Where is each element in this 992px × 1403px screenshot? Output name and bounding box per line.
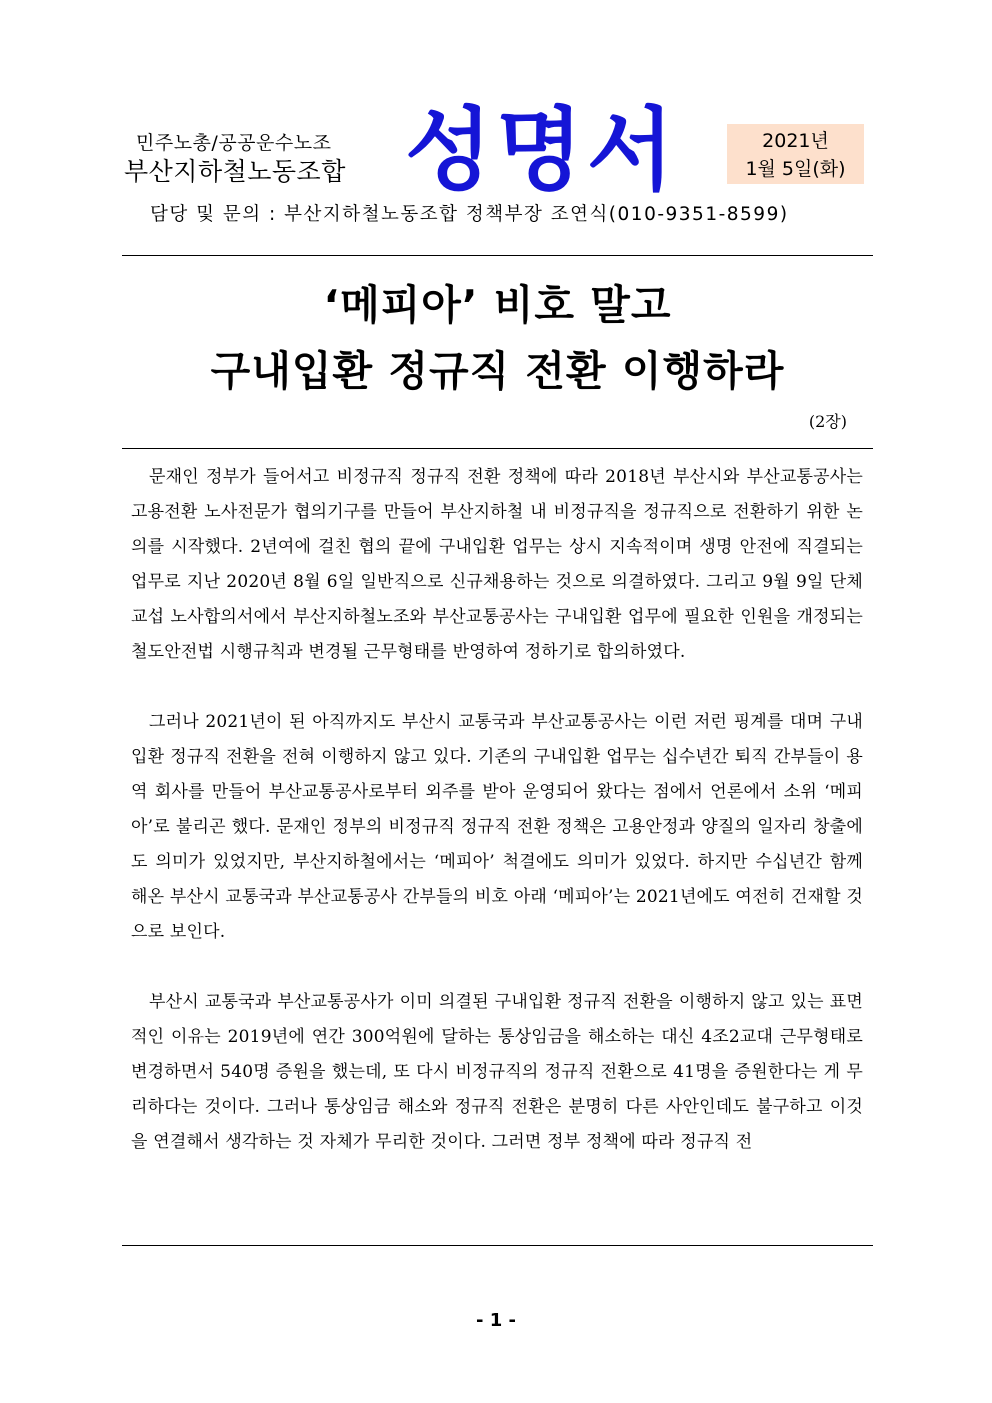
body-paragraph: 부산시 교통국과 부산교통공사가 이미 의결된 구내입환 정규직 전환을 이행하지 않고 있는 표면적인 이유는 2019년에 연간 300억원에 달하는 통상임금을 해소하는 대신 4조2교대 근무형태로 변경하면서 540명 증원을 했는데, 또 다시 비정규직의 정규직 전환으로 41명을 증원한다는 게 무리하다는 것이다. 그러나 통상임금 해소와 정규직 전환은 분명히 다른 사안인데도 불구하고 이것을 연결해서 생각하는 것 자체가 무리한 것이다. 그러면 정부 정책에 따라 정규직 전 [131, 992, 863, 1152]
date-day: 1월 5일(화) [745, 158, 846, 180]
org-name-line2: 부산지하철노동조합 [124, 157, 346, 186]
body-paragraph: 그러나 2021년이 된 아직까지도 부산시 교통국과 부산교통공사는 이런 저런 핑계를 대며 구내입환 정규직 전환을 전혀 이행하지 않고 있다. 기존의 구내입환 업무는 십수년간 퇴직 간부들이 용역 회사를 만들어 부산교통공사로부터 외주를 받아 운영되어 왔다는 점에서 언론에서 소위 ‘메피아’로 불리곤 했다. 문재인 정부의 비정규직 정규직 전환 정책은 고용안정과 양질의 일자리 창출에도 의미가 있었지만, 부산지하철에서는 ‘메피아’ 척결에도 의미가 있었다. 하지만 수십년간 함께 해온 부산시 교통국과 부산교통공사 간부들의 비호 아래 ‘메피아’는 2021년에도 여전히 건재할 것으로 보인다. [131, 712, 863, 942]
headline-line1: ‘메피아’ 비호 말고 [323, 281, 672, 329]
page-number: - 1 - [476, 1310, 516, 1331]
date-box [727, 124, 864, 184]
org-name-line1: 민주노총/공공운수노조 [136, 132, 332, 154]
contact-info: 담당 및 문의 : 부산지하철노동조합 정책부장 조연식(010-9351-8599) [150, 204, 789, 225]
bottom-divider [122, 1245, 873, 1246]
headline-line2: 구내입환 정규직 전환 이행하라 [210, 347, 785, 395]
body-text [131, 460, 863, 1160]
headline-divider [122, 448, 873, 449]
body-paragraph: 문재인 정부가 들어서고 비정규직 정규직 전환 정책에 따라 2018년 부산시와 부산교통공사는 고용전환 노사전문가 협의기구를 만들어 부산지하철 내 비정규직을 정규직으로 전환하기 위한 논의를 시작했다. 2년여에 걸친 협의 끝에 구내입환 업무는 상시 지속적이며 생명 안전에 직결되는 업무로 지난 2020년 8월 6일 일반직으로 신규채용하는 것으로 의결하였다. 그리고 9월 9일 단체교섭 노사합의서에서 부산지하철노조와 부산교통공사는 구내입환 업무에 필요한 인원을 개정되는 철도안전법 시행규칙과 변경될 근무형태를 반영하여 정하기로 합의하였다. [131, 467, 863, 662]
document-type-title: 성명서 [405, 98, 678, 203]
date-year: 2021년 [762, 130, 829, 152]
page-count: (2장) [808, 412, 847, 431]
top-divider [122, 255, 873, 256]
